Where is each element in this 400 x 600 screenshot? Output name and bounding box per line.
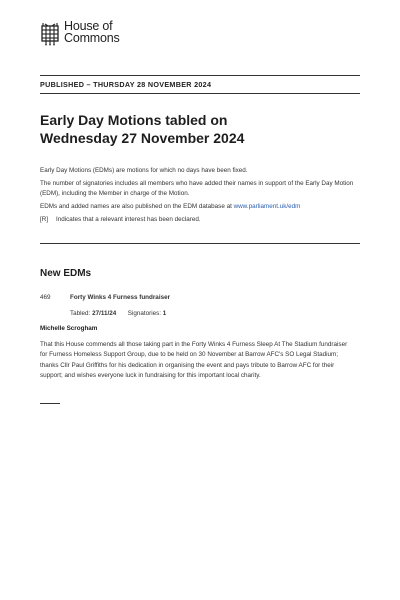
end-rule: [40, 403, 60, 404]
intro-paragraph-3: [40, 202, 360, 212]
edm-number: 469: [40, 294, 51, 301]
top-rule: [40, 75, 360, 76]
tabled-value: 27/11/24: [92, 310, 117, 317]
edm-database-link[interactable]: www.parliament.uk/edm: [233, 202, 301, 210]
published-label: PUBLISHED – THURSDAY 28 NOVEMBER 2024: [40, 80, 212, 89]
page-title-line-2: Wednesday 27 November 2024: [40, 130, 245, 146]
portcullis-icon: [40, 21, 60, 47]
intro-notes: [40, 166, 360, 228]
logo-line-1: House of: [64, 19, 113, 33]
section-rule: [40, 243, 360, 244]
intro-paragraph-4: [40, 215, 360, 225]
intro-paragraph-2: The number of signatories includes all members who have added their names in support of the Early Day Motion (EDM), including the Member in charge of the Motion.: [40, 180, 354, 197]
interest-marker: [R]: [40, 215, 49, 223]
logo-line-2: Commons: [64, 31, 120, 45]
page-title-line-1: Early Day Motions tabled on: [40, 112, 228, 128]
tabled-label: Tabled:: [70, 310, 91, 317]
intro-paragraph-3-text: EDMs and added names are also published on the EDM database at: [40, 202, 234, 210]
published-rule: [40, 93, 360, 94]
edm-motion-text: That this House commends all those taking part in the Forty Winks 4 Furness Sleep At The Stadium fundraiser for Furness Homeless Support Group, due to be held on 30 November at Barrow AFC's SO Legal Stadium; thanks Cllr Paul Griffiths for his dedication in organising the event and pays tribute to Barrow AFC for their support; and wishes everyone luck in fundraising for this important local charity.: [40, 341, 348, 380]
page-title: [40, 111, 360, 147]
edm-member-name: Michelle Scrogham: [40, 325, 98, 332]
edm-meta: [70, 310, 166, 317]
edm-title: Forty Winks 4 Furness fundraiser: [70, 294, 171, 301]
section-title: New EDMs: [40, 268, 92, 279]
house-of-commons-logo: [40, 20, 120, 47]
signatories-label: Signatories:: [127, 310, 161, 317]
intro-paragraph-1: Early Day Motions (EDMs) are motions for which no days have been fixed.: [40, 167, 248, 174]
interest-marker-description: Indicates that a relevant interest has been declared.: [56, 215, 201, 223]
logo-text: [64, 20, 120, 44]
signatories-value: 1: [162, 310, 167, 317]
